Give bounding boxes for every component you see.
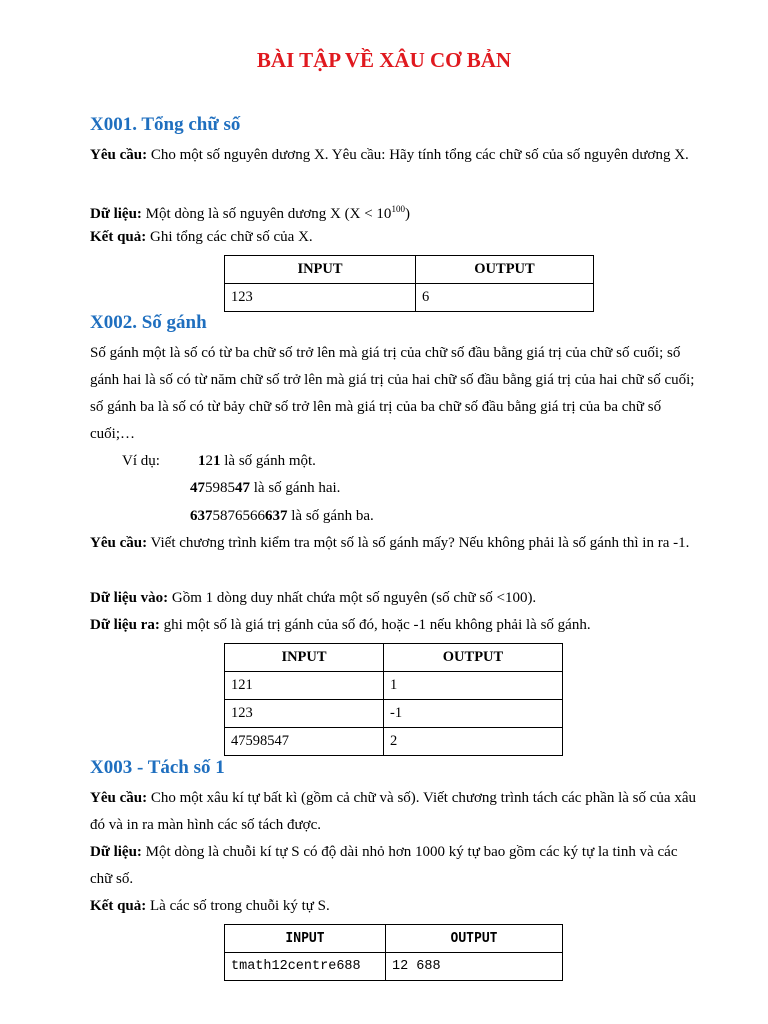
- x003-result-text: Là các số trong chuỗi ký tự S.: [146, 898, 330, 914]
- example-bold-suffix: 637: [265, 508, 288, 524]
- table-header-output: OUTPUT: [416, 256, 594, 284]
- table-header-input: INPUT: [225, 256, 416, 284]
- example-text: là số gánh hai.: [250, 480, 341, 496]
- x002-example-2: [190, 475, 340, 502]
- example-bold-prefix: 47: [190, 480, 205, 496]
- table-cell-input: 123: [225, 700, 384, 728]
- x002-requirement: [90, 530, 700, 557]
- x003-data-label: Dữ liệu:: [90, 844, 142, 860]
- x002-input-text: Gồm 1 dòng duy nhất chứa một số nguyên (số chữ số <100).: [168, 590, 537, 606]
- table-header-row: [225, 925, 563, 953]
- table-cell-input: 47598547: [225, 728, 384, 756]
- example-bold-prefix: 1: [198, 453, 206, 469]
- x003-result-label: Kết quả:: [90, 898, 147, 914]
- table-row: [225, 728, 563, 756]
- example-text: là số gánh ba.: [287, 508, 374, 524]
- section-heading-x001: X001. Tổng chữ số: [90, 114, 241, 135]
- table-header-row: [225, 256, 594, 284]
- x001-requirement: [90, 142, 700, 169]
- example-text: là số gánh một.: [220, 453, 316, 469]
- x001-data-text: Một dòng là số nguyên dương X (X < 10: [141, 206, 392, 222]
- x003-example-table: [224, 924, 563, 981]
- table-row: [225, 672, 563, 700]
- table-cell-input: 123: [225, 284, 416, 312]
- x003-input-description: [90, 839, 700, 893]
- x002-output-label: Dữ liệu ra:: [90, 617, 160, 633]
- x001-requirement-text: Cho một số nguyên dương X. Yêu cầu: Hãy tính tổng các chữ số của số nguyên dương X.: [147, 147, 689, 163]
- table-cell-input: 121: [225, 672, 384, 700]
- x001-output-description: [90, 224, 700, 251]
- x001-result-label: Kết quả:: [90, 229, 147, 245]
- table-cell-output: 1: [384, 672, 563, 700]
- x001-example-table: [224, 255, 594, 312]
- table-header-input: INPUT: [225, 644, 384, 672]
- example-middle: 5985: [205, 480, 235, 496]
- x002-intro: Số gánh một là số có từ ba chữ số trở lên mà giá trị của chữ số đầu bằng giá trị của chữ số cuối; số gánh hai là số có từ năm chữ số trở lên mà giá trị của hai chữ số đầu bằng giá trị của hai chữ số cuối; số gánh ba là số có từ bảy chữ số trở lên mà giá trị của ba chữ số đầu bằng giá trị của ba chữ số cuối;…: [90, 345, 695, 442]
- x002-output-text: ghi một số là giá trị gánh của số đó, hoặc -1 nếu không phải là số gánh.: [159, 617, 591, 633]
- table-cell-output: 6: [416, 284, 594, 312]
- table-header-row: [225, 644, 563, 672]
- x002-example-3: [190, 503, 374, 530]
- section-heading-x002: X002. Số gánh: [90, 312, 207, 333]
- x003-requirement-label: Yêu cầu:: [90, 790, 148, 806]
- table-header-output: OUTPUT: [384, 644, 563, 672]
- example-middle: 5876566: [212, 508, 265, 524]
- x001-requirement-label: Yêu cầu:: [90, 147, 148, 163]
- x002-requirement-text: Viết chương trình kiểm tra một số là số gánh mấy? Nếu không phải là số gánh thì in ra -1.: [147, 535, 690, 551]
- table-cell-input: tmath12centre688: [225, 953, 386, 981]
- x001-data-end: ): [404, 206, 410, 222]
- example-bold-suffix: 1: [213, 453, 221, 469]
- table-row: [225, 284, 594, 312]
- x001-data-exponent: 100: [391, 204, 405, 214]
- document-title: BÀI TẬP VỀ XÂU CƠ BẢN: [256, 48, 512, 72]
- x002-output-description: [90, 612, 700, 639]
- table-row: [225, 953, 563, 981]
- example-bold-prefix: 637: [190, 508, 213, 524]
- x003-data-text: Một dòng là chuỗi kí tự S có độ dài nhỏ hơn 1000 ký tự bao gồm các ký tự la tinh và các chữ số.: [90, 844, 678, 887]
- x003-requirement-text: Cho một xâu kí tự bất kì (gồm cả chữ và số). Viết chương trình tách các phần là số của xâu đó và in ra màn hình các số tách được.: [90, 790, 696, 833]
- x003-requirement: [90, 785, 700, 839]
- x002-example-1: [198, 448, 316, 475]
- x002-input-description: [90, 585, 700, 612]
- x002-example-table: [224, 643, 563, 756]
- x001-data-label: Dữ liệu:: [90, 206, 142, 222]
- table-header-input: INPUT: [225, 925, 386, 953]
- section-heading-x003: X003 - Tách số 1: [90, 757, 225, 778]
- table-row: [225, 700, 563, 728]
- x002-requirement-label: Yêu cầu:: [90, 535, 148, 551]
- x003-output-description: [90, 893, 700, 920]
- table-header-output: OUTPUT: [386, 925, 563, 953]
- example-middle: 2: [205, 453, 213, 469]
- x002-example-label: Ví dụ:: [122, 453, 160, 469]
- table-cell-output: -1: [384, 700, 563, 728]
- table-cell-output: 2: [384, 728, 563, 756]
- x002-input-label: Dữ liệu vào:: [90, 590, 169, 606]
- table-cell-output: 12 688: [386, 953, 563, 981]
- x001-result-text: Ghi tổng các chữ số của X.: [146, 229, 313, 245]
- example-bold-suffix: 47: [235, 480, 250, 496]
